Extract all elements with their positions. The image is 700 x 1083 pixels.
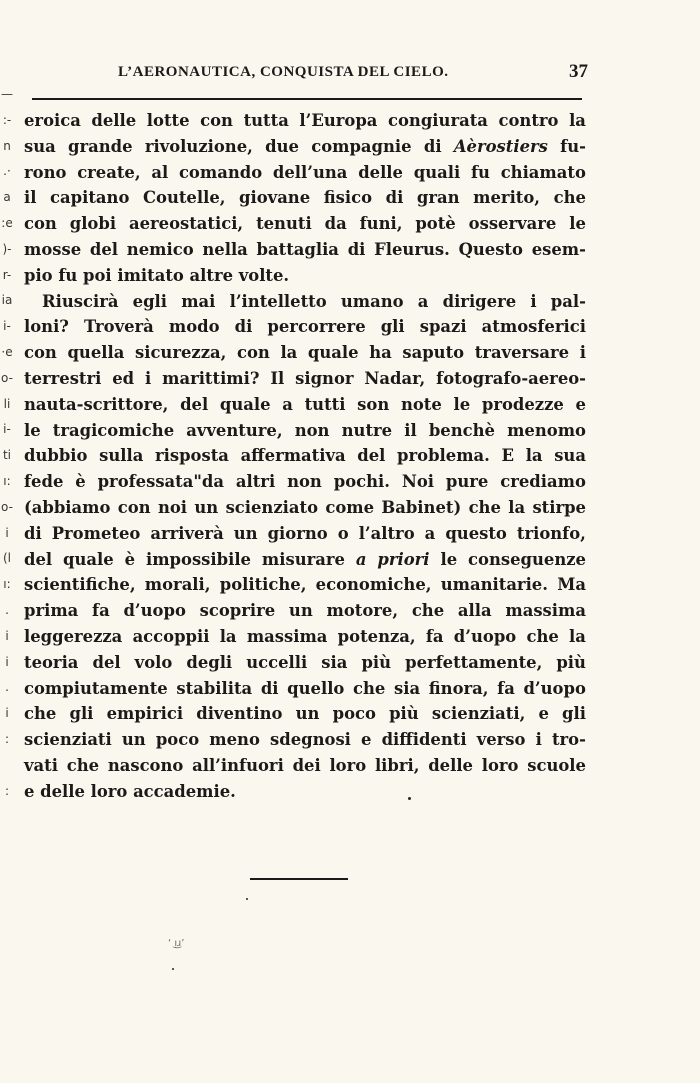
margin-mark: )- (2, 241, 12, 256)
text-line: fede è professata"da altri non pochi. Noi pure crediamo (24, 472, 586, 492)
margin-mark: r- (2, 267, 12, 282)
text-line: (abbiamo con noi un scienziato come Babinet) che la stirpe (24, 497, 586, 517)
ink-speck (246, 898, 248, 900)
margin-mark: o- (1, 499, 13, 514)
text-line: del quale è impossibile misurare a priori le conseguenze (24, 549, 586, 569)
margin-mark: i- (3, 422, 11, 437)
text-line: mosse del nemico nella battaglia di Fleurus. Questo esem- (24, 239, 586, 259)
text-line: di Prometeo arriverà un giorno o l’altro a questo trionfo, (24, 523, 586, 543)
margin-mark: i- (3, 319, 11, 334)
text-line: eroica delle lotte con tutta l’Europa congiurata contro la (24, 111, 586, 130)
text-line: pio fu poi imitato altre volte. (24, 265, 290, 285)
bleed-through-smudge: ‘ ᴉ͜ɹ’ (168, 938, 185, 949)
margin-mark: ·e (1, 344, 13, 359)
text-line: vati che nascono all’infuori dei loro libri, delle loro scuole (24, 755, 586, 775)
text-line: loni? Troverà modo di percorrere gli spazi atmosferici (24, 317, 586, 337)
text-line: dubbio sulla risposta affermativa del problema. E la sua (24, 446, 586, 466)
margin-mark: ti (2, 448, 12, 463)
text-line: scientifiche, morali, politiche, economiche, umanitarie. Ma (24, 575, 586, 595)
margin-mark: : (4, 731, 10, 746)
margin-mark: i (5, 654, 9, 669)
margin-mark: ia (1, 293, 13, 308)
ink-speck (172, 968, 174, 970)
margin-mark (0, 753, 14, 779)
margin-bleed-marks (0, 82, 14, 804)
margin-mark: i (5, 706, 9, 721)
running-title: L’AERONAUTICA, CONQUISTA DEL CIELO. (118, 64, 449, 80)
closing-rule (250, 878, 348, 880)
text-line: rono create, al comando dell’una delle quali fu chiamato (24, 162, 586, 182)
margin-mark: — (1, 87, 13, 101)
margin-mark: . (5, 602, 9, 617)
text-line: che gli empirici diventino un poco più scienziati, e gli (24, 704, 586, 724)
text-line: compiutamente stabilita di quello che sia finora, fa d’uopo (24, 678, 586, 698)
margin-mark: i (5, 525, 9, 540)
text-line: con quella sicurezza, con la quale ha saputo traversare i (24, 343, 586, 363)
margin-mark: o- (1, 370, 13, 385)
body-text (24, 108, 586, 805)
text-line: leggerezza accoppii la massima potenza, fa d’uopo che la (24, 626, 586, 646)
margin-mark: ı: (3, 473, 11, 488)
margin-mark: :- (2, 112, 12, 127)
text-line: sua grande rivoluzione, due compagnie di Aèrostiers fu- (24, 136, 586, 156)
ink-speck (408, 797, 411, 800)
header-rule (32, 98, 582, 100)
text-line: le tragicomiche avventure, non nutre il benchè menomo (24, 420, 586, 440)
margin-mark: a (3, 190, 11, 205)
text-line: il capitano Coutelle, giovane fisico di gran merito, che (24, 188, 586, 208)
text-line: teoria del volo degli uccelli sia più perfettamente, più (24, 652, 586, 672)
text-line: prima fa d’uopo scoprire un motore, che alla massima (24, 601, 586, 621)
page-header (118, 62, 588, 86)
margin-mark: :e (1, 215, 13, 230)
margin-mark: i (5, 628, 9, 643)
text-line: Riuscirà egli mai l’intelletto umano a dirigere i pal- (42, 291, 586, 311)
text-line: nauta-scrittore, del quale a tutti son note le prodezze e (24, 394, 586, 414)
margin-mark: ı: (3, 577, 11, 592)
page-number: 37 (569, 61, 588, 82)
margin-mark: li (3, 396, 11, 411)
margin-mark: (l (2, 551, 11, 566)
text-line: con globi aereostatici, tenuti da funi, potè osservare le (24, 214, 586, 234)
margin-mark: . (5, 680, 9, 695)
text-line: e delle loro accademie. (24, 781, 236, 801)
margin-mark: n (3, 138, 11, 153)
margin-mark: .· (3, 164, 11, 179)
margin-mark: : (4, 783, 10, 798)
text-line: scienziati un poco meno sdegnosi e diffidenti verso i tro- (24, 730, 586, 750)
text-line: terrestri ed i marittimi? Il signor Nadar, fotografo-aereo- (24, 368, 586, 388)
